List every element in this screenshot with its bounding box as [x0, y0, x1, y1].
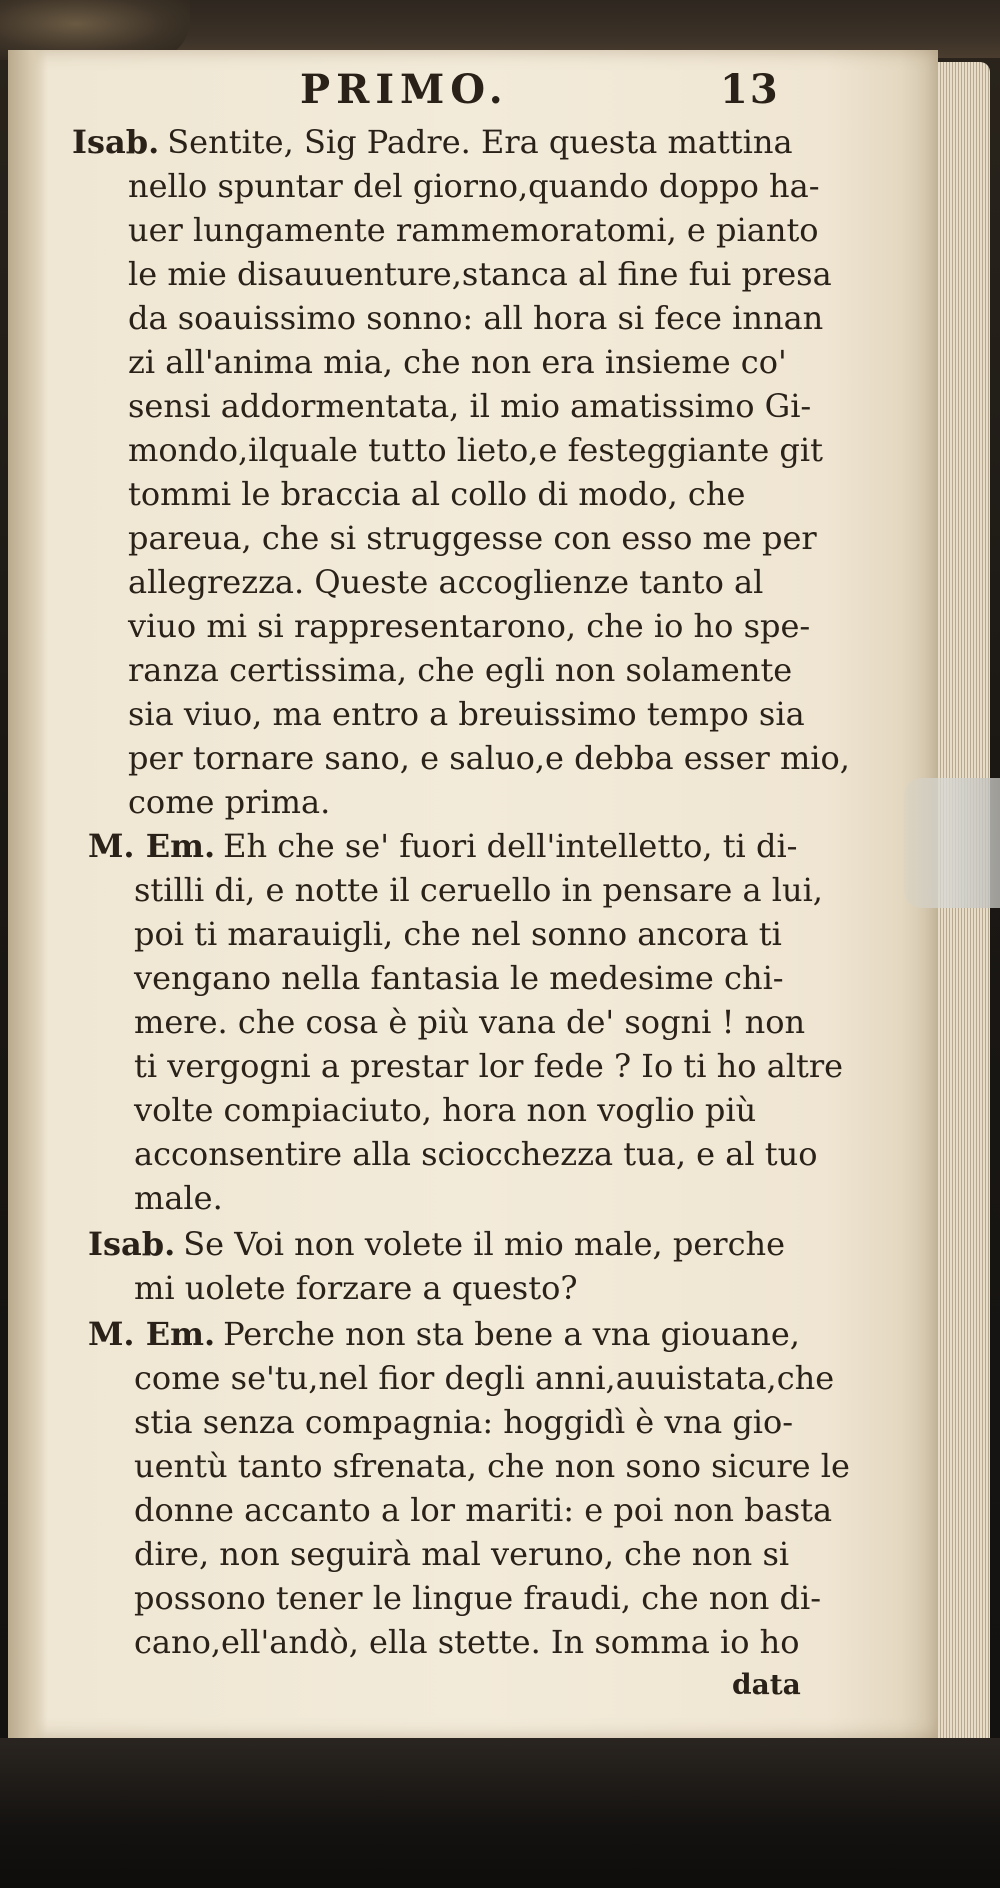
text-line: zi all'anima mia, che non era insieme co'	[128, 343, 787, 381]
text-line: vengano nella fantasia le medesime chi-	[134, 959, 784, 997]
text-line: dire, non seguirà mal veruno, che non si	[134, 1535, 790, 1573]
speaker-label: Isab.	[88, 1225, 176, 1263]
text-line: possono tener le lingue fraudi, che non di-	[134, 1579, 822, 1617]
text-line: cano,ell'andò, ella stette. In somma io ho	[134, 1623, 800, 1661]
speaker-label: M. Em.	[88, 827, 216, 865]
catchword: data	[732, 1668, 801, 1701]
text-line	[88, 1222, 785, 1266]
text-line: sia viuo, ma entro a breuissimo tempo sia	[128, 695, 805, 733]
text-line: da soauissimo sonno: all hora si fece innan	[128, 299, 824, 337]
text-line: poi ti marauigli, che nel sonno ancora ti	[134, 915, 782, 953]
text-line: male.	[134, 1179, 223, 1217]
speaker-label: Isab.	[72, 123, 160, 161]
text-line: mi uolete forzare a questo?	[134, 1269, 578, 1307]
text-line: allegrezza. Queste accoglienze tanto al	[128, 563, 764, 601]
text-line: le mie disauuenture,stanca al fine fui presa	[128, 255, 832, 293]
text-line: sensi addormentata, il mio amatissimo Gi-	[128, 387, 812, 425]
line-text: Sentite, Sig Padre. Era questa mattina	[167, 123, 793, 161]
running-head: PRIMO.	[300, 66, 509, 113]
line-text: Eh che se' fuori dell'intelletto, ti di-	[223, 827, 798, 865]
speaker-label: M. Em.	[88, 1315, 216, 1353]
text-line: uentù tanto sfrenata, che non sono sicure le	[134, 1447, 850, 1485]
text-line: mere. che cosa è più vana de' sogni ! non	[134, 1003, 806, 1041]
line-text: Se Voi non volete il mio male, perche	[183, 1225, 786, 1263]
text-line: come se'tu,nel fior degli anni,auuistata,che	[134, 1359, 835, 1397]
text-line: donne accanto a lor mariti: e poi non basta	[134, 1491, 833, 1529]
line-text: Perche non sta bene a vna giouane,	[223, 1315, 800, 1353]
text-line: acconsentire alla sciocchezza tua, e al tuo	[134, 1135, 818, 1173]
text-line	[88, 824, 797, 868]
text-line: nello spuntar del giorno,quando doppo ha-	[128, 167, 820, 205]
page-number: 13	[720, 66, 780, 113]
text-line: ranza certissima, che egli non solamente	[128, 651, 793, 689]
text-line: stia senza compagnia: hoggidì è vna gio-	[134, 1403, 794, 1441]
text-line: viuo mi si rappresentarono, che io ho spe-	[128, 607, 811, 645]
text-line: volte compiaciuto, hora non voglio più	[134, 1091, 757, 1129]
text-line: stilli di, e notte il ceruello in pensare a lui,	[134, 871, 823, 909]
text-line: per tornare sano, e saluo,e debba esser mio,	[128, 739, 850, 777]
text-line: uer lungamente rammemoratomi, e pianto	[128, 211, 819, 249]
text-line: tommi le braccia al collo di modo, che	[128, 475, 746, 513]
text-line: ti vergogni a prestar lor fede ? Io ti ho altre	[134, 1047, 844, 1085]
page-header	[300, 66, 900, 116]
text-line	[72, 120, 793, 164]
text-line: mondo,ilquale tutto lieto,e festeggiante git	[128, 431, 823, 469]
text-line	[88, 1312, 800, 1356]
text-line: come prima.	[128, 783, 331, 821]
text-line: pareua, che si struggesse con esso me per	[128, 519, 817, 557]
